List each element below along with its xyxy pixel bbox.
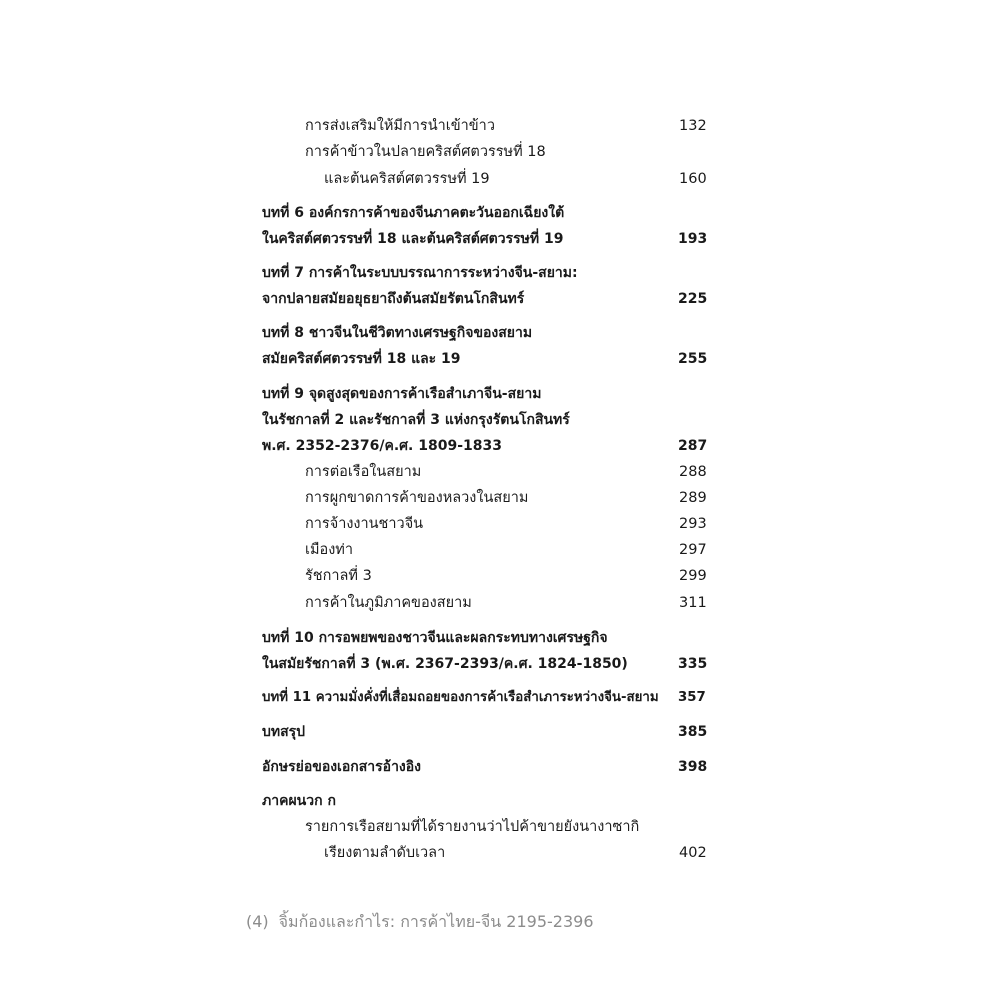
toc-entry	[0, 840, 1000, 866]
toc-entry-title: และต้นคริสต์ศตวรรษที่ 19	[324, 171, 490, 187]
toc-chapter-heading	[0, 754, 1000, 780]
toc-entry-title: ในคริสต์ศตวรรษที่ 18 และต้นคริสต์ศตวรรษที่ 19	[262, 231, 564, 247]
toc-chapter-heading	[0, 286, 1000, 312]
toc-entry-page: 160	[679, 171, 707, 187]
toc-chapter-heading	[0, 685, 1000, 711]
toc-chapter-heading	[0, 625, 1000, 651]
toc-entry	[0, 459, 1000, 485]
toc-entry-title: การจ้างงานชาวจีน	[305, 516, 424, 532]
toc-entry-title: ในรัชกาลที่ 2 และรัชกาลที่ 3 แห่งกรุงรัตนโกสินทร์	[262, 412, 570, 428]
toc-entry-page: 293	[679, 516, 707, 532]
toc-entry	[0, 139, 1000, 165]
toc-chapter-heading	[0, 433, 1000, 459]
toc-chapter-heading	[0, 407, 1000, 433]
toc-entry-page: 402	[679, 845, 707, 861]
toc-entry-title: บทที่ 9 จุดสูงสุดของการค้าเรือสำเภาจีน-สยาม	[262, 386, 542, 402]
toc-entry	[0, 485, 1000, 511]
toc-chapter-heading	[0, 226, 1000, 252]
toc-entry-page: 297	[679, 542, 707, 558]
toc-entry-title: การค้าข้าวในปลายคริสต์ศตวรรษที่ 18	[305, 144, 546, 160]
toc-entry-page: 357	[678, 690, 706, 705]
toc-chapter-heading	[0, 346, 1000, 372]
toc-entry-page: 193	[678, 231, 708, 247]
toc-entry-title: การค้าในภูมิภาคของสยาม	[305, 595, 472, 611]
toc-entry-page: 398	[678, 759, 708, 775]
toc-entry-page: 288	[679, 464, 707, 480]
toc-chapter-heading	[0, 651, 1000, 677]
toc-entry-title: บทที่ 10 การอพยพของชาวจีนและผลกระทบทางเศรษฐกิจ	[262, 630, 608, 646]
toc-entry	[0, 537, 1000, 563]
toc-entry-page: 299	[679, 568, 707, 584]
toc-chapter-heading	[0, 260, 1000, 286]
toc-entry-title: ในสมัยรัชกาลที่ 3 (พ.ศ. 2367-2393/ค.ศ. 1824-1850)	[262, 656, 628, 672]
toc-chapter-heading	[0, 788, 1000, 814]
toc-entry	[0, 590, 1000, 616]
toc-entry-title: บทที่ 11 ความมั่งคั่งที่เสื่อมถอยของการค้าเรือสำเภาระหว่างจีน-สยาม	[262, 690, 659, 705]
toc-entry-title: บทที่ 6 องค์กรการค้าของจีนภาคตะวันออกเฉียงใต้	[262, 205, 565, 221]
toc-entry	[0, 563, 1000, 589]
toc-entry-page: 289	[679, 490, 707, 506]
toc-entry-title: เรียงตามลำดับเวลา	[324, 845, 446, 861]
book-title: จิ้มก้องและกำไร: การค้าไทย-จีน 2195-2396	[278, 912, 594, 931]
toc-entry-title: การต่อเรือในสยาม	[305, 464, 422, 480]
toc-entry-page: 225	[678, 291, 708, 307]
toc-entry-title: บทที่ 7 การค้าในระบบบรรณาการระหว่างจีน-สยาม:	[262, 265, 578, 281]
toc-chapter-heading	[0, 320, 1000, 346]
toc-entry-page: 132	[679, 118, 707, 134]
toc-entry-page: 335	[678, 656, 708, 672]
toc-entry-title: ภาคผนวก ก	[262, 793, 336, 809]
toc-entry-page: 255	[678, 351, 708, 367]
toc-entry-title: บทที่ 8 ชาวจีนในชีวิตทางเศรษฐกิจของสยาม	[262, 325, 533, 341]
toc-entry-page: 311	[679, 595, 707, 611]
toc-chapter-heading	[0, 200, 1000, 226]
toc-entry	[0, 814, 1000, 840]
page-footer	[246, 908, 594, 936]
toc-entry-page: 385	[678, 724, 708, 740]
toc-entry-title: อักษรย่อของเอกสารอ้างอิง	[262, 759, 422, 775]
toc-entry-title: รัชกาลที่ 3	[305, 568, 372, 584]
toc-entry-title: จากปลายสมัยอยุธยาถึงต้นสมัยรัตนโกสินทร์	[262, 291, 525, 307]
toc-entry-title: สมัยคริสต์ศตวรรษที่ 18 และ 19	[262, 351, 461, 367]
toc-entry	[0, 166, 1000, 192]
toc-entry-title: การผูกขาดการค้าของหลวงในสยาม	[305, 490, 529, 506]
toc-entry-title: การส่งเสริมให้มีการนำเข้าข้าว	[305, 118, 495, 134]
toc-entry-title: เมืองท่า	[305, 542, 354, 558]
toc-chapter-heading	[0, 381, 1000, 407]
toc-entry-page: 287	[678, 438, 708, 454]
toc-entry-title: พ.ศ. 2352-2376/ค.ศ. 1809-1833	[262, 438, 502, 454]
toc-entry-title: รายการเรือสยามที่ได้รายงานว่าไปค้าขายยังนางาซากิ	[305, 819, 640, 835]
toc-entry	[0, 113, 1000, 139]
toc-entry	[0, 511, 1000, 537]
toc-chapter-heading	[0, 719, 1000, 745]
toc-entry-title: บทสรุป	[262, 724, 306, 740]
page-number: (4)	[246, 912, 269, 931]
